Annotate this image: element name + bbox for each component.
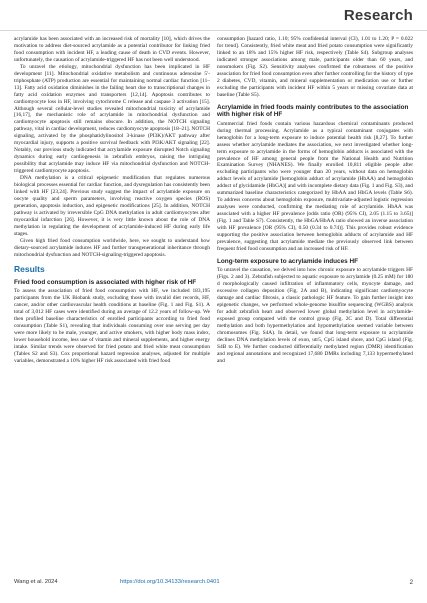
page-number: 2 xyxy=(409,579,413,586)
paragraph: DNA methylation is a critical epigenetic modification that regulates numerous biological processes essential for cardiac function, and dysregulation has consistently been linked with HF [23,24]. Previous study suggest the impact of acrylamide exposure on oocyte quality and sperm parameters, involving reactive oxygen species (ROS) generation, apoptosis induction, and epigenetic modifications [25]. In addition, NOTCH pathway is activated by irreversible CpG DNA methylation in adult cardiomyocytes after myocardial infarction [26]. However, it is very little known about the role of DNA methylation in regulating the development of acrylamide-induced HF during early life stages. xyxy=(14,175,210,237)
left-column xyxy=(14,36,210,365)
paragraph: To assess the association of fried food consumption with HF, we included 183,195 participants from the UK Biobank study, excluding those with invalid diet records, HF, cancer, and/or other cardiovascular health conditions at baseline (Fig. 1 and Fig. S1). A total of 3,012 HF cases were identified during an average of 12.2 years of follow-up. We then profiled baseline characteristics of enrolled participants according to fried food consumption (Table S1), revealing that individuals consuming over one serving per day were more likely to be male, younger, and active smokers, with higher body mass index, lower household income, less use of vitamin and mineral supplements, and higher energy intake. Similar trends were observed for fried potato and fried white meat consumption (Tables S2 and S3). Cox proportional hazard regression analyses, adjusted for multiple variables, demonstrated a 10% higher HF risk associated with fried food xyxy=(14,288,210,364)
doi-link[interactable]: https://doi.org/10.34133/research.0401 xyxy=(120,579,220,585)
paragraph: To unravel the etiology, mitochondrial dysfunction has been implicated in HF development [11]. Mitochondrial oxidative metabolism and continuous adenosine 5′-triphosphate (ATP) production are essential for maintaining normal cardiac function [11–13]. Fatty acid oxidation diminishes in the failing heart due to transcriptional changes in fatty acid oxidation enzymes and transporters [12,14]. Apoptosis contributes to cardiomyocyte loss in HF, involving cytochrome C release and caspase 3 activation [15]. Although several cellular-level studies revealed mitochondrial toxicity of acrylamide [16,17], the mechanistic role of acrylamide in mitochondrial dysfunction and cardiomyocyte apoptosis still remains obscure. In addition, the NOTCH signaling pathway, vital in cardiac development, reduces cardiomyocyte apoptosis [18–21]. NOTCH signaling, activated by the phosphatidylinositol 3-kinase (PI3K)/AKT pathway after myocardial injury, supports a positive survival feedback with PI3K/AKT signaling [22]. Notably, our previous study indicated that acrylamide exposure disrupted Notch signaling dynamics during early cardiogenesis in zebrafish embryos, raising the intriguing possibility that acrylamide may induce HF via mitochondrial dysfunction and NOTCH-triggered cardiomyocyte apoptosis. xyxy=(14,63,210,175)
subsection-heading: Long-term exposure to acrylamide induces HF xyxy=(217,257,358,265)
subsection-heading: Acrylamide in fried foods mainly contributes to the association with higher risk of HF xyxy=(217,103,409,119)
journal-section-title: Research xyxy=(343,7,413,24)
paragraph: acrylamide has been associated with an increased risk of mortality [10], which drives the motivation to address diet-sourced acrylamide as a potential contributor for linking fried food consumption with incident HF, a leading cause of death in CVD events. However, unfortunately, the causation of acrylamide-triggered HF has not been well understood. xyxy=(14,36,210,63)
paragraph: consumption [hazard ratio, 1.10; 95% confidential interval (CI), 1.01 to 1.20; P = 0.022 for trend]. Consistently, fried white meat and fried potato consumption were significantly linked to an 18% and 15% higher HF risk, respectively (Table S4). Subgroup analyses indicated stronger associations among male, participants older than 60 years, and nonsmokers (Fig. S2). Sensitivity analyses confirmed the robustness of the positive association for fried food consumption even after further controlling for the history of type 2 diabetes, CVD, vitamin, and mineral supplementation or medication use or further excluding the participants with incident HF within 5 years or missing covariate data at baseline (Table S5). xyxy=(217,36,413,98)
citation: Wang et al. 2024 xyxy=(14,579,58,585)
paragraph: Given high fried food consumption worldwide, here, we sought to understand how dietary-sourced acrylamide induces HF and further transgenerational inheritance through mitochondrial dysfunction and NOTCH-signaling-triggered apoptosis. xyxy=(14,237,210,258)
subsection-heading: Fried food consumption is associated with higher risk of HF xyxy=(14,278,197,286)
page-header xyxy=(0,0,427,31)
right-column xyxy=(217,36,413,365)
results-heading: Results xyxy=(14,263,45,274)
paragraph: To unravel the causation, we delved into how chronic exposure to acrylamide triggers HF (Figs. 2 and 3). Zebrafish subjected to aquatic exposure to acrylamide (0.25 mM) for 180 d morphologically caused infiltration of inflammatory cells, myocyte damage, and excessive collagen deposition (Fig. 2A and B), indicating significant cardiomyocyte damage and cardiac fibrosis, a classic pathologic HF feature. To gain further insight into epigenetic changes, we performed whole-genome bisulfite sequencing (WGBS) analysis for adult zebrafish heart and observed lower global methylation level in acrylamide-exposed group compared with the control group (Fig. 2C and D). Total differential methylation and both hypermethylation and hypomethylation seemed variable between chromosomes (Fig. S4A). In detail, we found that long-term exposure to acrylamide declines DNA methylation levels of exon, utr5, CpG island shore, and CpG island (Fig. S4B to E). We further conducted differentially methylated region (DMR) identification and regional annotations and recognized 17,680 DMRs including 7,133 hypermethylated and xyxy=(217,267,413,364)
page-footer xyxy=(14,579,413,589)
paragraph: Commercial fried foods contain various hazardous chemical contaminants produced during thermal processing. Acrylamide as a typical contaminant conjugates with hemoglobin for a long-term exposure to induce potential health risk [8,27]. To further assess whether acrylamide mediates the association, we next investigated whether long-term exposure to acrylamide in the forms of hemoglobin adducts is associated with the prevalence of HF among general people from the National Health and Nutrition Examination Survey (NHANES). We finally enrolled 10,811 eligible people after excluding participants who were younger than 20 years, without data on hemoglobin adduct levels of acrylamide [hemoglobin adduct of acrylamide (HbAA) and hemoglobin adduct of glycidamide (HbGA)] and with incomplete dietary data (Fig. 1 and Fig. S3), and summarized baseline characteristics categorized by HbAA and HbGA levels (Table S6). To address concerns about hemoglobin exposure, multivariate-adjusted logistic regression analyses were conducted, confirming the mediating role of acrylamide. HbAA was associated with a higher HF prevalence [odds ratio (OR) (95% CI), 2.05 (1.15 to 3.65)] (Fig. 1 and Table S7). Consistently, the HbGA/HbAA ratio showed an inverse association with HF prevalence [OR (95% CI), 0.50 (0.34 to 0.74)]. This provides robust evidence supporting the positive association between hemoglobin adducts of acrylamide and HF prevalence, suggesting that acrylamide mediate the previously observed link between frequent fried food consumption and an increased risk of HF. xyxy=(217,120,413,252)
